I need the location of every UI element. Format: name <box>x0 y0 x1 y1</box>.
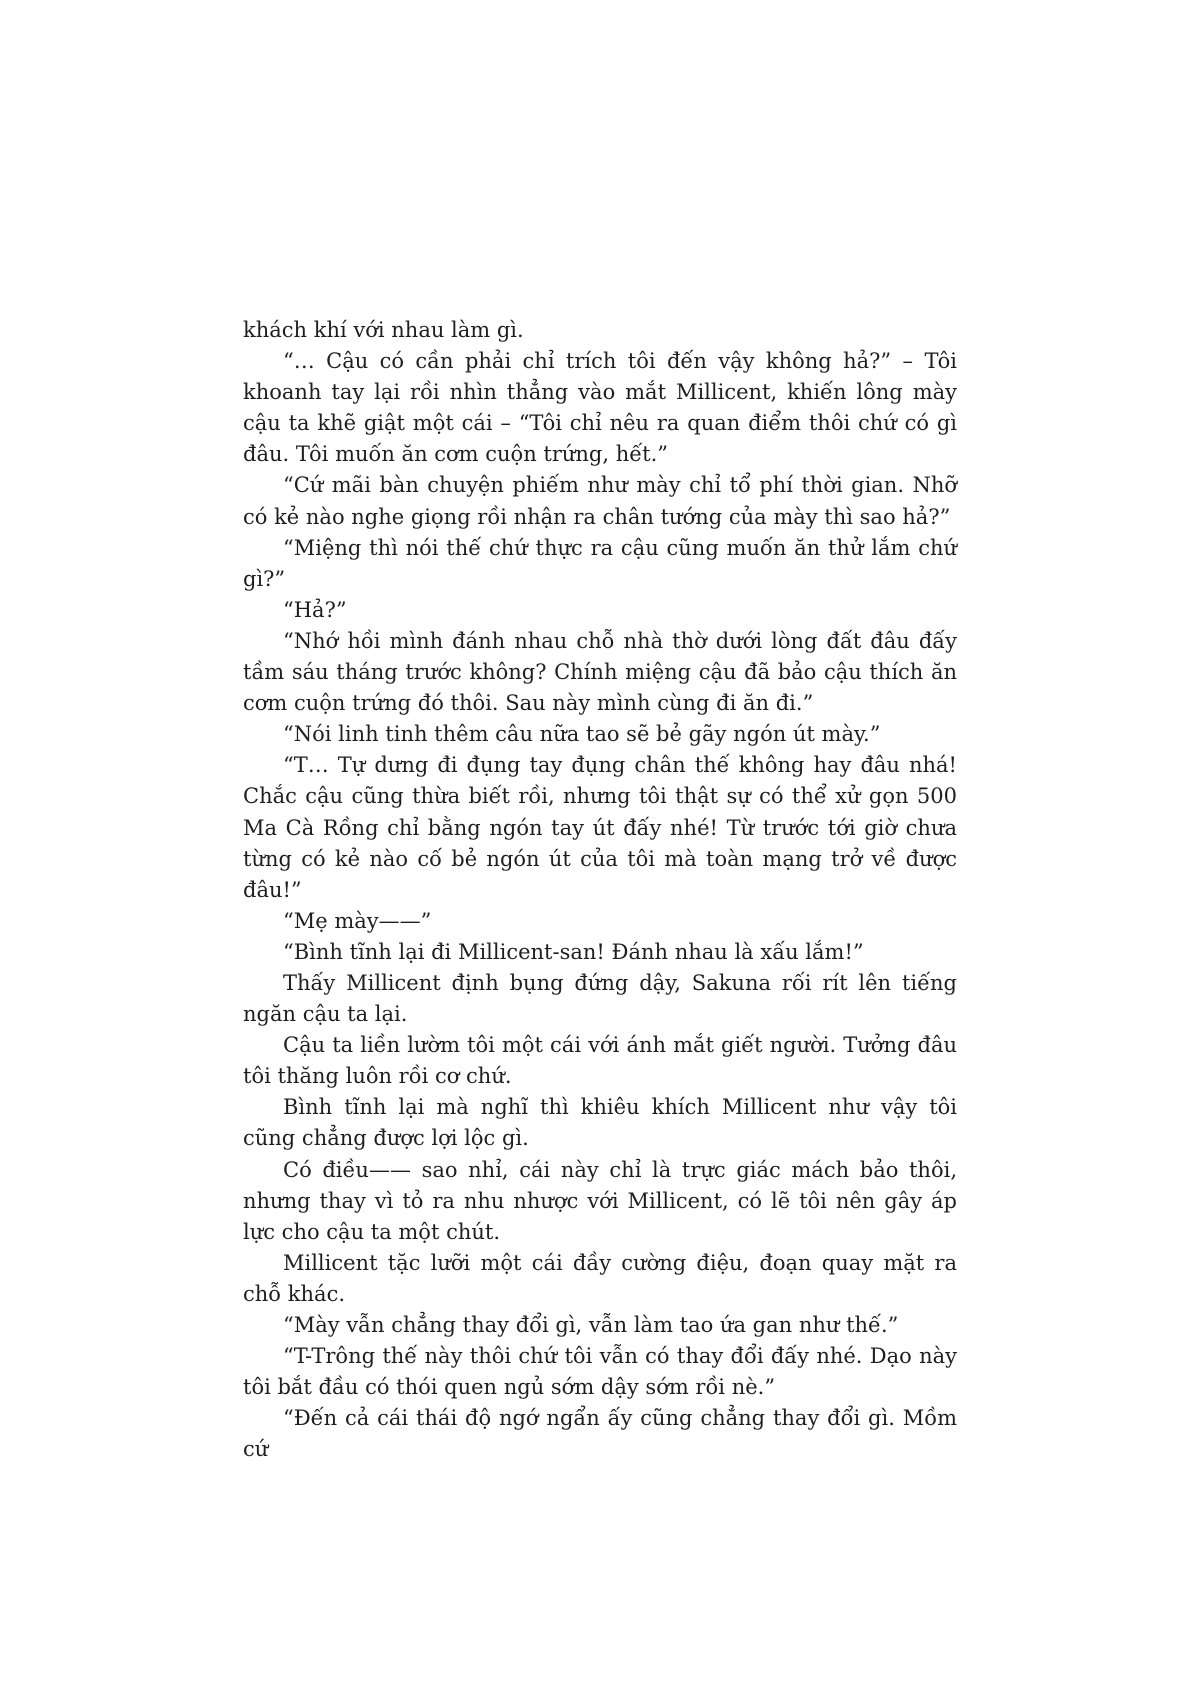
body-text <box>243 315 957 1465</box>
paragraph: khách khí với nhau làm gì. <box>243 318 524 342</box>
paragraph: “Mày vẫn chẳng thay đổi gì, vẫn làm tao ứa gan như thế.” <box>283 1313 899 1337</box>
paragraph: “Miệng thì nói thế chứ thực ra cậu cũng muốn ăn thử lắm chứ gì?” <box>243 535 957 591</box>
paragraph: “T-Trông thế này thôi chứ tôi vẫn có thay đổi đấy nhé. Dạo này tôi bắt đầu có thói quen ngủ sớm dậy sớm rồi nè.” <box>243 1344 957 1400</box>
paragraph: “Hả?” <box>283 597 347 622</box>
paragraph: “Bình tĩnh lại đi Millicent-san! Đánh nhau là xấu lắm!” <box>283 939 864 964</box>
paragraph: Có điều—— sao nhỉ, cái này chỉ là trực giác mách bảo thôi, nhưng thay vì tỏ ra nhu nhược với Millicent, có lẽ tôi nên gây áp lực cho cậu ta một chút. <box>243 1157 957 1244</box>
paragraph: “Nói linh tinh thêm câu nữa tao sẽ bẻ gãy ngón út mày.” <box>283 722 881 747</box>
paragraph: Cậu ta liền lườm tôi một cái với ánh mắt giết người. Tưởng đâu tôi thăng luôn rồi cơ chứ. <box>243 1033 957 1089</box>
paragraph: Thấy Millicent định bụng đứng dậy, Sakuna rối rít lên tiếng ngăn cậu ta lại. <box>243 970 957 1027</box>
paragraph: “Mẹ mày——” <box>283 908 432 933</box>
paragraph: “Nhớ hồi mình đánh nhau chỗ nhà thờ dưới lòng đất đâu đấy tầm sáu tháng trước không? Chính miệng cậu đã bảo cậu thích ăn cơm cuộn trứng đó thôi. Sau này mình cùng đi ăn đi.” <box>243 628 957 716</box>
paragraph: “Đến cả cái thái độ ngớ ngẩn ấy cũng chẳng thay đổi gì. Mồm cứ <box>243 1406 957 1462</box>
paragraph: Millicent tặc lưỡi một cái đầy cường điệu, đoạn quay mặt ra chỗ khác. <box>243 1250 957 1306</box>
paragraph: “Cứ mãi bàn chuyện phiếm như mày chỉ tổ phí thời gian. Nhỡ có kẻ nào nghe giọng rồi nhận ra chân tướng của mày thì sao hả?” <box>243 473 957 529</box>
paragraph: “… Cậu có cần phải chỉ trích tôi đến vậy không hả?” – Tôi khoanh tay lại rồi nhìn thẳng vào mắt Millicent, khiến lông mày cậu ta khẽ giật một cái – “Tôi chỉ nêu ra quan điểm thôi chứ có gì đâu. Tôi muốn ăn cơm cuộn trứng, hết.” <box>243 349 957 467</box>
paragraph: “T… Tự dưng đi đụng tay đụng chân thế không hay đâu nhá! Chắc cậu cũng thừa biết rồi, nhưng tôi thật sự có thể xử gọn 500 Ma Cà Rồng chỉ bằng ngón tay út đấy nhé! Từ trước tới giờ chưa từng có kẻ nào cố bẻ ngón út của tôi mà toàn mạng trở về được đâu!” <box>243 753 957 902</box>
paragraph: Bình tĩnh lại mà nghĩ thì khiêu khích Millicent như vậy tôi cũng chẳng được lợi lộc gì. <box>243 1095 957 1151</box>
